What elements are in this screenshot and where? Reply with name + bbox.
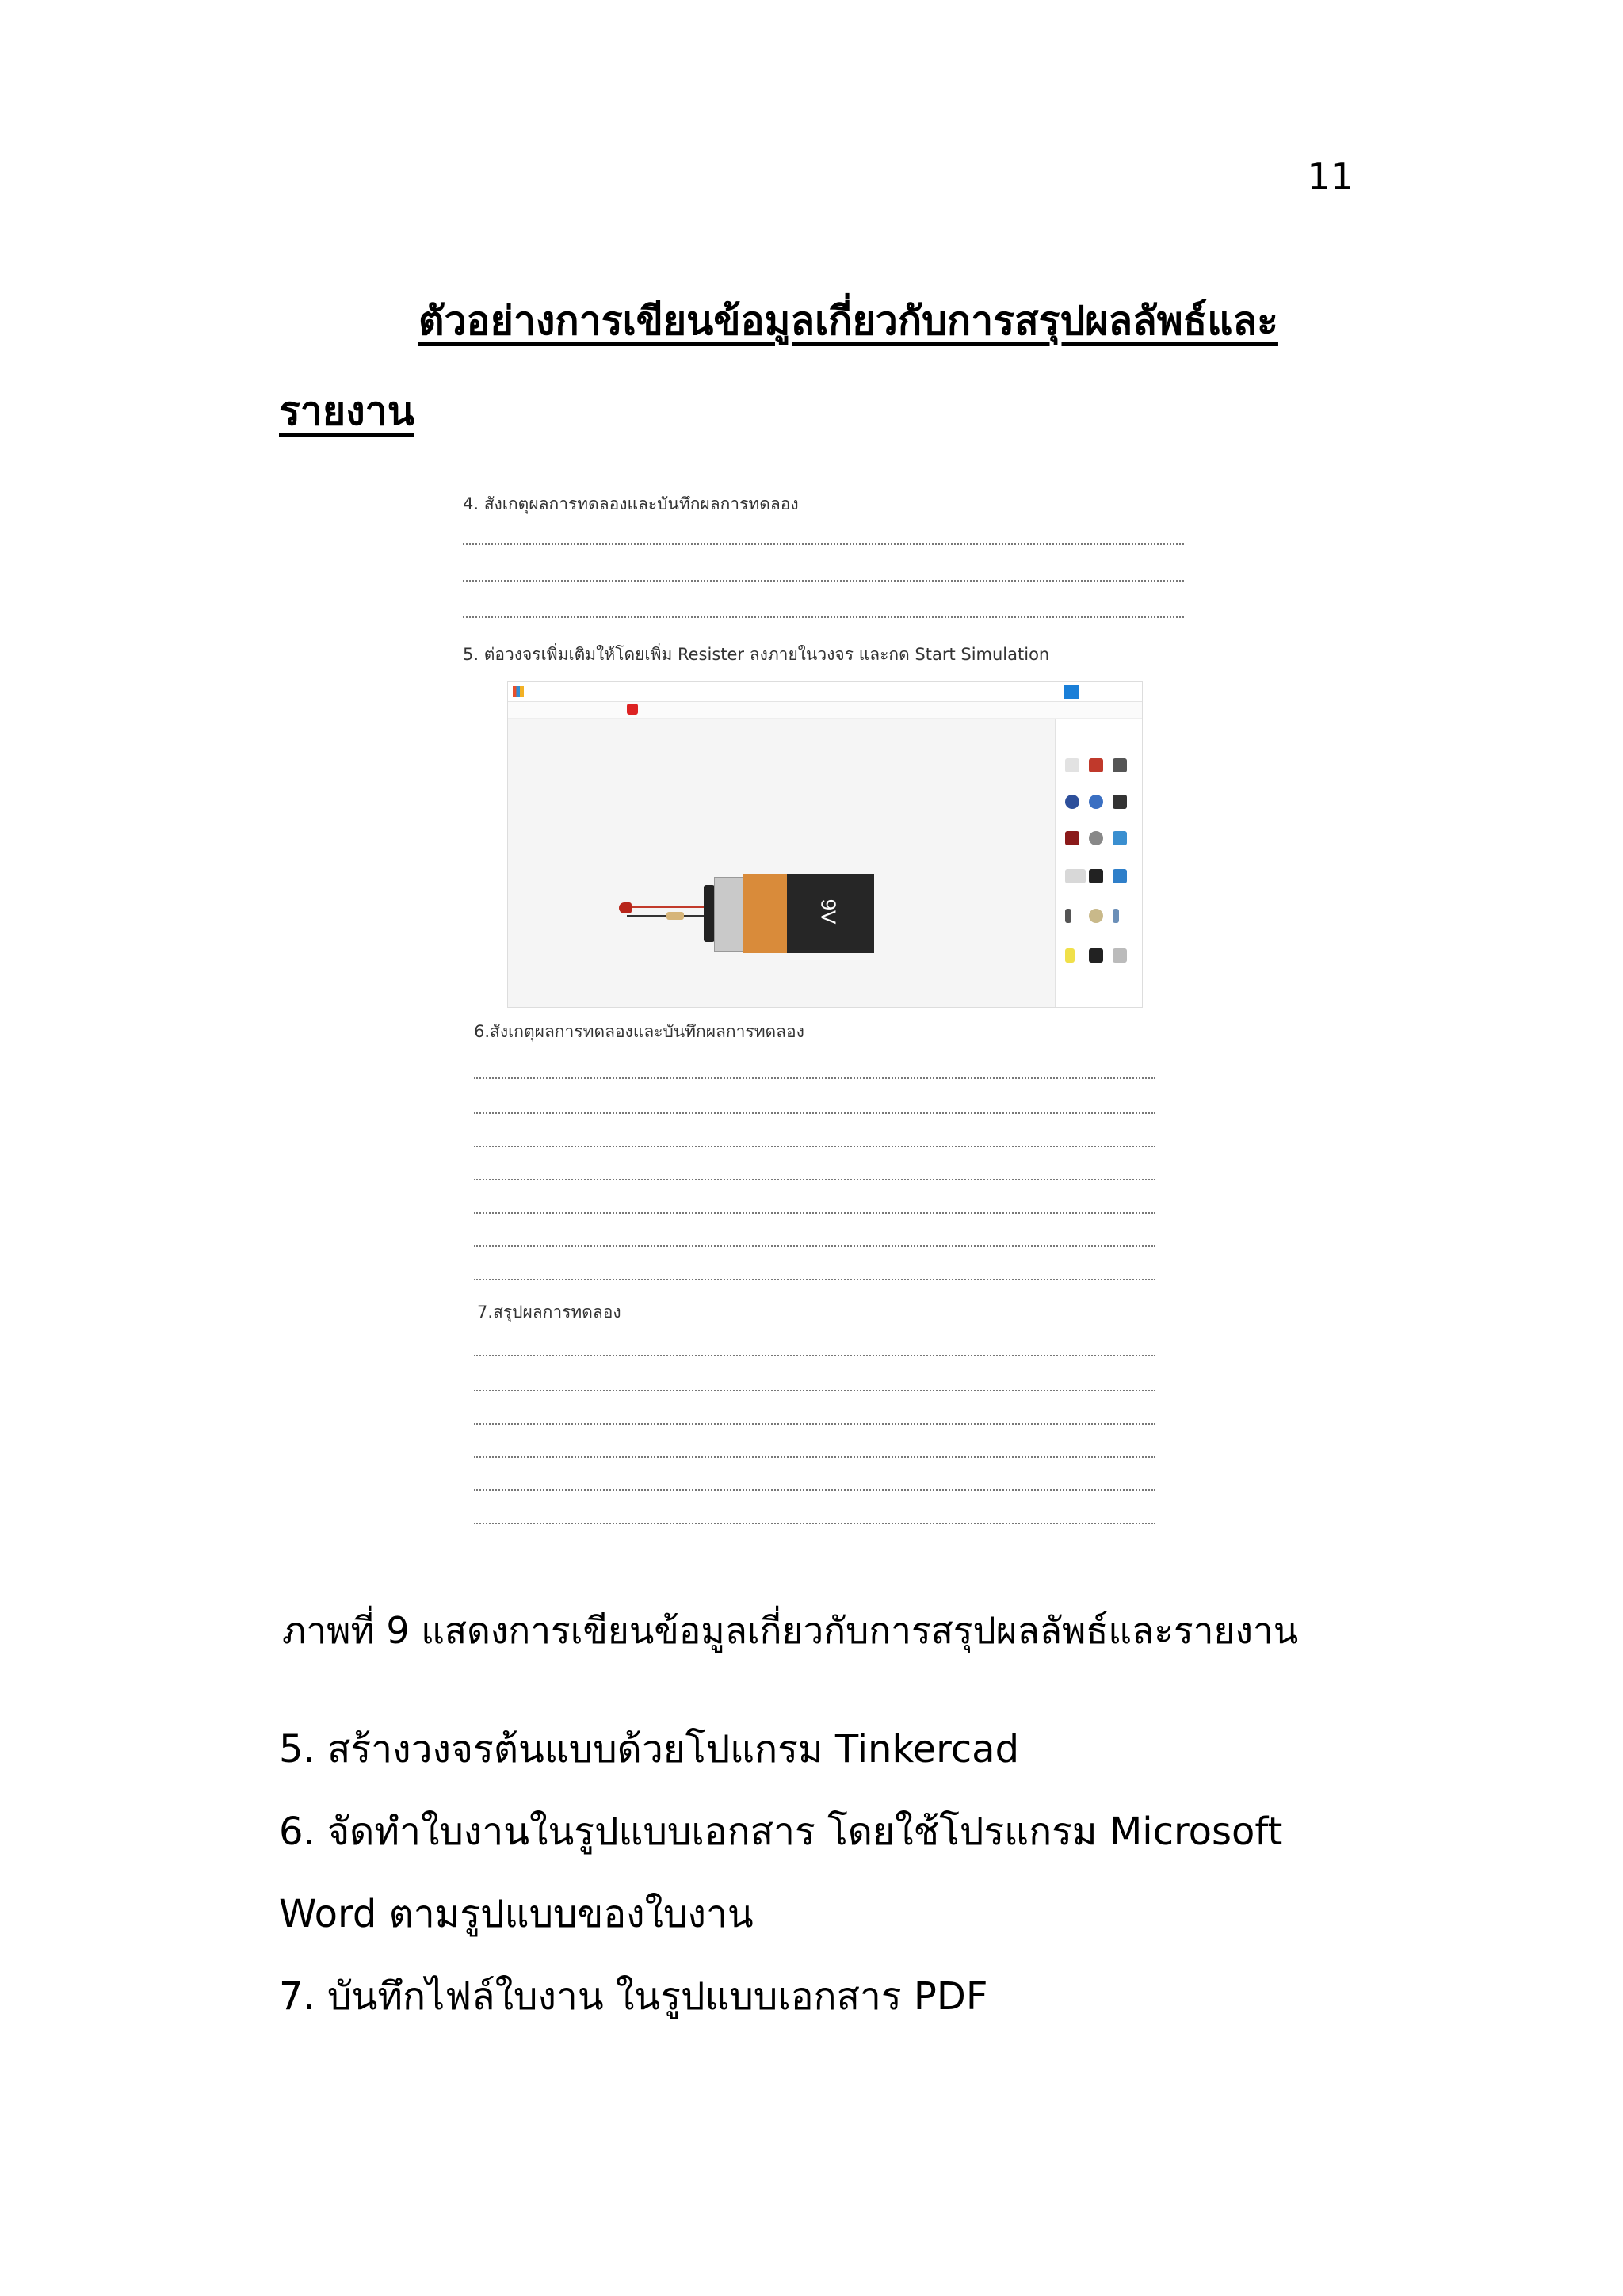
answer-line	[463, 543, 1184, 545]
component-icon	[1065, 831, 1079, 845]
component-icon	[1113, 831, 1127, 845]
tinkercad-screenshot	[507, 681, 1143, 1008]
resistor-component	[666, 912, 684, 920]
worksheet-question-7: 7.สรุปผลการทดลอง	[477, 1302, 621, 1322]
answer-line	[474, 1390, 1155, 1391]
worksheet-figure	[460, 475, 1189, 1537]
led-component	[619, 902, 632, 913]
component-icon	[1065, 795, 1079, 809]
component-icon	[1065, 909, 1071, 923]
section-heading-continued: รายงาน	[279, 388, 414, 434]
battery-terminal	[704, 885, 715, 942]
worksheet-question-4: 4. สังเกตุผลการทดลองและบันทึกผลการทดลอง	[463, 494, 799, 513]
answer-line	[474, 1489, 1155, 1491]
answer-line	[474, 1077, 1155, 1079]
answer-line	[474, 1523, 1155, 1524]
component-icon	[1113, 869, 1127, 883]
step-6: 6. จัดทำใบงานในรูปแบบเอกสาร โดยใช้โปรแกรม Microsoft	[279, 1810, 1283, 1854]
screenshot-title-bar	[508, 682, 1142, 702]
color-swatch-icon	[627, 704, 638, 715]
battery-copper-band	[743, 874, 787, 953]
component-icon	[1065, 758, 1079, 772]
toolbar-icon	[1064, 685, 1079, 699]
battery-cap	[714, 877, 744, 952]
tinkercad-logo-icon	[513, 686, 524, 697]
component-icon	[1113, 948, 1127, 963]
component-icon	[1089, 831, 1103, 845]
answer-line	[474, 1355, 1155, 1356]
answer-line	[474, 1146, 1155, 1147]
component-icon	[1089, 948, 1103, 963]
circuit-canvas	[508, 719, 1055, 1007]
answer-line	[474, 1423, 1155, 1425]
step-7: 7. บันทึกไฟล์ใบงาน ในรูปแบบเอกสาร PDF	[279, 1974, 988, 2019]
worksheet-question-6: 6.สังเกตุผลการทดลองและบันทึกผลการทดลอง	[474, 1022, 804, 1041]
component-icon	[1089, 869, 1103, 883]
components-panel	[1055, 719, 1143, 1007]
component-icon	[1113, 909, 1119, 923]
answer-line	[463, 616, 1184, 618]
answer-line	[474, 1456, 1155, 1458]
figure-caption: ภาพที่ 9 แสดงการเขียนข้อมูลเกี่ยวกับการสรุปผลลัพธ์และรายงาน	[282, 1609, 1299, 1652]
component-icon	[1089, 795, 1103, 809]
worksheet-question-5: 5. ต่อวงจรเพิ่มเติมให้โดยเพิ่ม Resister ลงภายในวงจร และกด Start Simulation	[463, 645, 1050, 664]
answer-line	[474, 1245, 1155, 1247]
component-icon	[1089, 758, 1103, 772]
answer-line	[463, 580, 1184, 582]
red-wire	[627, 906, 706, 908]
section-heading: ตัวอย่างการเขียนข้อมูลเกี่ยวกับการสรุปผลลัพธ์และ	[418, 298, 1278, 344]
component-icon	[1113, 758, 1127, 772]
answer-line	[474, 1112, 1155, 1114]
screenshot-toolbar	[508, 702, 1142, 719]
component-icon	[1065, 948, 1075, 963]
component-icon	[1065, 869, 1086, 883]
answer-line	[474, 1212, 1155, 1214]
step-5: 5. สร้างวงจรต้นแบบด้วยโปแกรม Tinkercad	[279, 1727, 1020, 1772]
answer-line	[474, 1179, 1155, 1180]
component-icon	[1113, 795, 1127, 809]
answer-line	[474, 1279, 1155, 1280]
battery-label: 9V	[816, 898, 841, 925]
page-number: 11	[1307, 155, 1354, 198]
component-icon	[1089, 909, 1103, 923]
step-6-continued: Word ตามรูปแบบของใบงาน	[279, 1892, 754, 1936]
